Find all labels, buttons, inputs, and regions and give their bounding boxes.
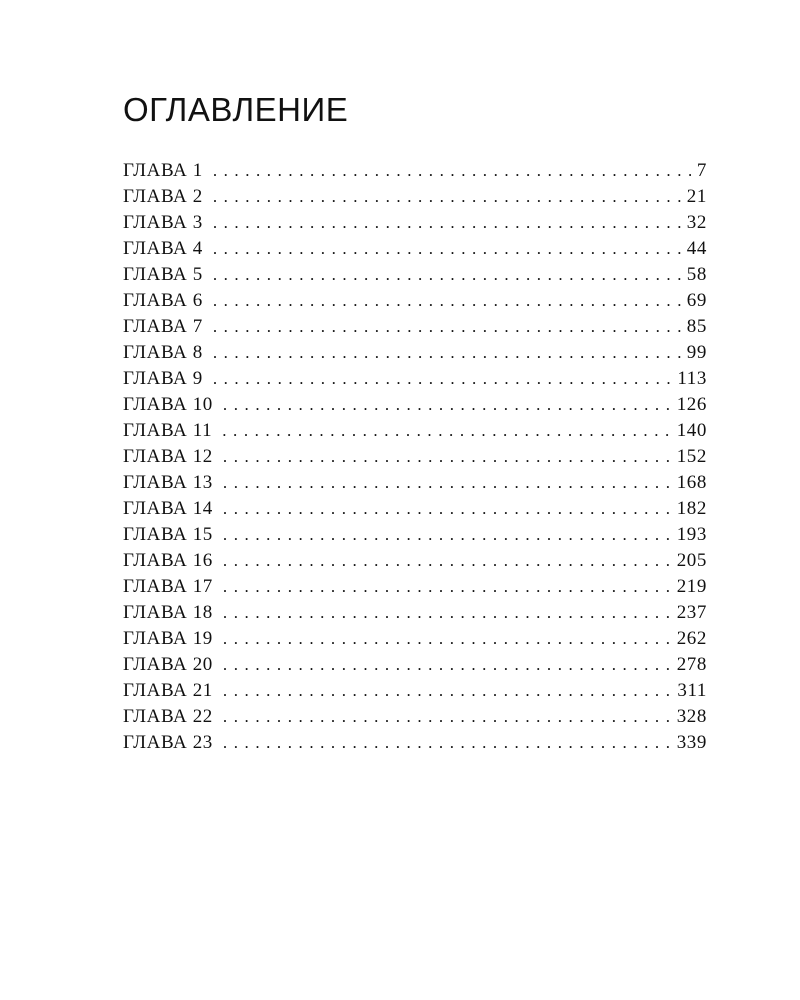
toc-dot-leader bbox=[213, 184, 681, 210]
toc-entry[interactable] bbox=[123, 652, 707, 678]
toc-dot-leader bbox=[223, 574, 671, 600]
toc-dot-leader bbox=[223, 704, 671, 730]
toc-dot-leader bbox=[213, 340, 681, 366]
toc-entry-page: 113 bbox=[677, 368, 707, 389]
toc-entry-label: ГЛАВА 10 bbox=[123, 394, 213, 415]
toc-entry-label: ГЛАВА 8 bbox=[123, 342, 203, 363]
toc-entry[interactable] bbox=[123, 184, 707, 210]
toc-entry-label: ГЛАВА 5 bbox=[123, 264, 203, 285]
toc-entry[interactable] bbox=[123, 366, 707, 392]
toc-entry[interactable] bbox=[123, 444, 707, 470]
toc-dot-leader bbox=[222, 418, 670, 444]
toc-dot-leader bbox=[223, 496, 671, 522]
toc-entry-page: 205 bbox=[676, 550, 707, 571]
toc-entry[interactable] bbox=[123, 678, 707, 704]
toc-dot-leader bbox=[213, 366, 672, 392]
toc-entry-page: 126 bbox=[676, 394, 707, 415]
toc-entry-label: ГЛАВА 20 bbox=[123, 654, 213, 675]
toc-entry[interactable] bbox=[123, 626, 707, 652]
toc-entry-page: 219 bbox=[676, 576, 707, 597]
toc-entry-label: ГЛАВА 7 bbox=[123, 316, 203, 337]
toc-entry[interactable] bbox=[123, 548, 707, 574]
toc-entry-page: 328 bbox=[676, 706, 707, 727]
toc-entry-page: 278 bbox=[676, 654, 707, 675]
toc-entry-page: 237 bbox=[676, 602, 707, 623]
toc-entry[interactable] bbox=[123, 210, 707, 236]
toc-entry-label: ГЛАВА 4 bbox=[123, 238, 203, 259]
toc-dot-leader bbox=[213, 236, 681, 262]
toc-entry-page: 339 bbox=[676, 732, 707, 753]
toc-entry-label: ГЛАВА 22 bbox=[123, 706, 213, 727]
toc-entry[interactable] bbox=[123, 288, 707, 314]
toc-dot-leader bbox=[213, 210, 681, 236]
toc-entry-page: 69 bbox=[686, 290, 707, 311]
toc-entry-label: ГЛАВА 17 bbox=[123, 576, 213, 597]
toc-entry-page: 152 bbox=[676, 446, 707, 467]
toc-list bbox=[123, 158, 707, 756]
toc-entry-label: ГЛАВА 15 bbox=[123, 524, 213, 545]
toc-entry-page: 58 bbox=[686, 264, 707, 285]
toc-dot-leader bbox=[223, 522, 671, 548]
toc-dot-leader bbox=[213, 158, 691, 184]
toc-entry-page: 262 bbox=[676, 628, 707, 649]
toc-entry-label: ГЛАВА 19 bbox=[123, 628, 213, 649]
toc-entry[interactable] bbox=[123, 158, 707, 184]
toc-entry-label: ГЛАВА 2 bbox=[123, 186, 203, 207]
table-of-contents-page bbox=[123, 90, 707, 756]
toc-entry-label: ГЛАВА 14 bbox=[123, 498, 213, 519]
toc-entry-label: ГЛАВА 13 bbox=[123, 472, 213, 493]
toc-entry-page: 21 bbox=[686, 186, 707, 207]
toc-entry-page: 182 bbox=[676, 498, 707, 519]
toc-entry-page: 32 bbox=[686, 212, 707, 233]
toc-dot-leader bbox=[213, 314, 681, 340]
toc-entry[interactable] bbox=[123, 522, 707, 548]
toc-entry[interactable] bbox=[123, 574, 707, 600]
toc-dot-leader bbox=[223, 652, 671, 678]
toc-entry-label: ГЛАВА 6 bbox=[123, 290, 203, 311]
toc-entry[interactable] bbox=[123, 704, 707, 730]
toc-dot-leader bbox=[223, 470, 671, 496]
toc-entry[interactable] bbox=[123, 470, 707, 496]
toc-entry[interactable] bbox=[123, 340, 707, 366]
toc-entry-page: 85 bbox=[686, 316, 707, 337]
toc-entry-label: ГЛАВА 12 bbox=[123, 446, 213, 467]
toc-dot-leader bbox=[213, 288, 681, 314]
toc-entry[interactable] bbox=[123, 236, 707, 262]
toc-entry-page: 44 bbox=[686, 238, 707, 259]
toc-entry[interactable] bbox=[123, 314, 707, 340]
page-title: ОГЛАВЛЕНИЕ bbox=[123, 91, 349, 128]
toc-dot-leader bbox=[213, 262, 681, 288]
toc-entry-page: 193 bbox=[676, 524, 707, 545]
toc-entry-label: ГЛАВА 1 bbox=[123, 160, 203, 181]
toc-entry-page: 99 bbox=[686, 342, 707, 363]
toc-dot-leader bbox=[223, 444, 671, 470]
toc-dot-leader bbox=[223, 626, 671, 652]
toc-entry-label: ГЛАВА 3 bbox=[123, 212, 203, 233]
toc-entry[interactable] bbox=[123, 262, 707, 288]
toc-entry-label: ГЛАВА 23 bbox=[123, 732, 213, 753]
toc-entry-label: ГЛАВА 11 bbox=[123, 420, 213, 441]
toc-entry-label: ГЛАВА 18 bbox=[123, 602, 213, 623]
toc-entry-label: ГЛАВА 21 bbox=[123, 680, 213, 701]
toc-entry-label: ГЛАВА 9 bbox=[123, 368, 203, 389]
toc-dot-leader bbox=[223, 600, 671, 626]
toc-dot-leader bbox=[223, 730, 671, 756]
toc-entry[interactable] bbox=[123, 392, 707, 418]
toc-entry-label: ГЛАВА 16 bbox=[123, 550, 213, 571]
toc-entry[interactable] bbox=[123, 600, 707, 626]
toc-dot-leader bbox=[223, 392, 671, 418]
toc-entry-page: 7 bbox=[696, 160, 707, 181]
toc-entry-page: 140 bbox=[676, 420, 707, 441]
toc-dot-leader bbox=[223, 548, 671, 574]
toc-entry-page: 311 bbox=[677, 680, 707, 701]
toc-entry[interactable] bbox=[123, 730, 707, 756]
toc-entry[interactable] bbox=[123, 418, 707, 444]
toc-entry-page: 168 bbox=[676, 472, 707, 493]
toc-entry[interactable] bbox=[123, 496, 707, 522]
toc-dot-leader bbox=[223, 678, 671, 704]
